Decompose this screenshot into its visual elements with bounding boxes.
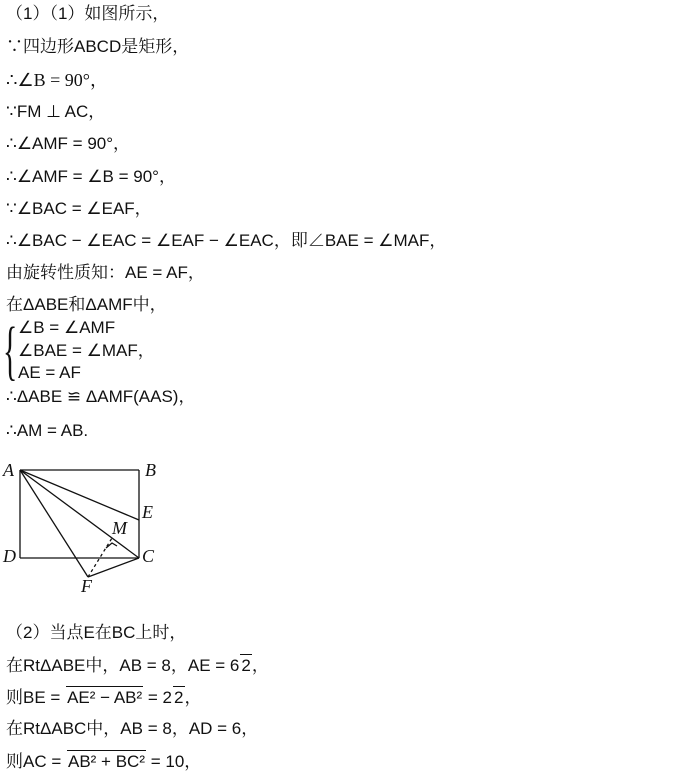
radicand-text: AE² − AB² bbox=[67, 688, 143, 707]
sqrt-radicand bbox=[67, 750, 146, 773]
text-line-5: ∴∠AMF = 90°， bbox=[6, 134, 131, 153]
system-eq-3: AE = AF bbox=[18, 363, 81, 382]
text-line-6: ∴∠AMF = ∠B = 90°， bbox=[6, 167, 176, 186]
part2-heading: （2）当点E在BC上时， bbox=[6, 623, 187, 642]
label-f: F bbox=[81, 576, 92, 596]
text-line-8: ∴∠BAC − ∠EAC = ∠EAF − ∠EAC，即∠BAE = ∠MAF， bbox=[6, 231, 447, 250]
radicand-text: 2 bbox=[241, 656, 251, 675]
text-line-7: ∵∠BAC = ∠EAF， bbox=[6, 199, 152, 218]
system-eq-2: ∠BAE = ∠MAF， bbox=[18, 341, 155, 360]
part2-line-2-text: 则BE = bbox=[6, 688, 66, 707]
equals-text: = 2 bbox=[143, 688, 173, 707]
text-line-1: （1）（1）如图所示， bbox=[6, 4, 170, 23]
sqrt-radicand bbox=[66, 686, 143, 709]
text-line-9: 由旋转性质知：AE = AF， bbox=[6, 263, 205, 282]
part2-line-1-text: 在RtΔABE中，AB = 8，AE = 6 bbox=[6, 656, 240, 675]
segment-af bbox=[20, 470, 88, 577]
conclusion-am-ab: ∴AM = AB. bbox=[6, 421, 89, 440]
part2-line-1 bbox=[6, 654, 269, 677]
part2-line-4 bbox=[6, 750, 201, 773]
label-a: A bbox=[3, 460, 14, 480]
segment-fc bbox=[88, 558, 139, 577]
punctuation: ， bbox=[184, 688, 202, 707]
text-line-2: ∵四边形ABCD是矩形， bbox=[6, 37, 190, 56]
label-c: C bbox=[142, 546, 155, 566]
sqrt-radicand bbox=[240, 654, 251, 677]
sqrt-radicand-2 bbox=[173, 686, 184, 709]
system-brace: { bbox=[3, 314, 18, 387]
part2-line-2 bbox=[6, 686, 202, 709]
punctuation: ， bbox=[251, 656, 269, 675]
geometry-figure bbox=[0, 458, 180, 598]
label-b: B bbox=[145, 460, 156, 480]
text-line-4: ∵FM ⊥ AC， bbox=[6, 102, 106, 121]
radicand-text: 2 bbox=[174, 688, 184, 707]
equals-text: = 10， bbox=[146, 752, 202, 771]
text-line-3: ∴∠B = 90°， bbox=[6, 70, 108, 90]
text-line-10: 在ΔABE和ΔAMF中， bbox=[6, 295, 167, 314]
segment-ac bbox=[20, 470, 139, 558]
label-e: E bbox=[142, 502, 153, 522]
part2-line-3: 在RtΔABC中，AB = 8，AD = 6， bbox=[6, 719, 259, 738]
conclusion-congruent: ∴ΔABE ≌ ΔAMF(AAS)， bbox=[6, 387, 196, 406]
system-eq-1: ∠B = ∠AMF bbox=[18, 318, 116, 337]
label-m: M bbox=[112, 518, 127, 538]
radicand-text: AB² + BC² bbox=[68, 752, 145, 771]
segment-ae bbox=[20, 470, 139, 520]
part2-line-4-text: 则AC = bbox=[6, 752, 66, 771]
label-d: D bbox=[3, 546, 16, 566]
